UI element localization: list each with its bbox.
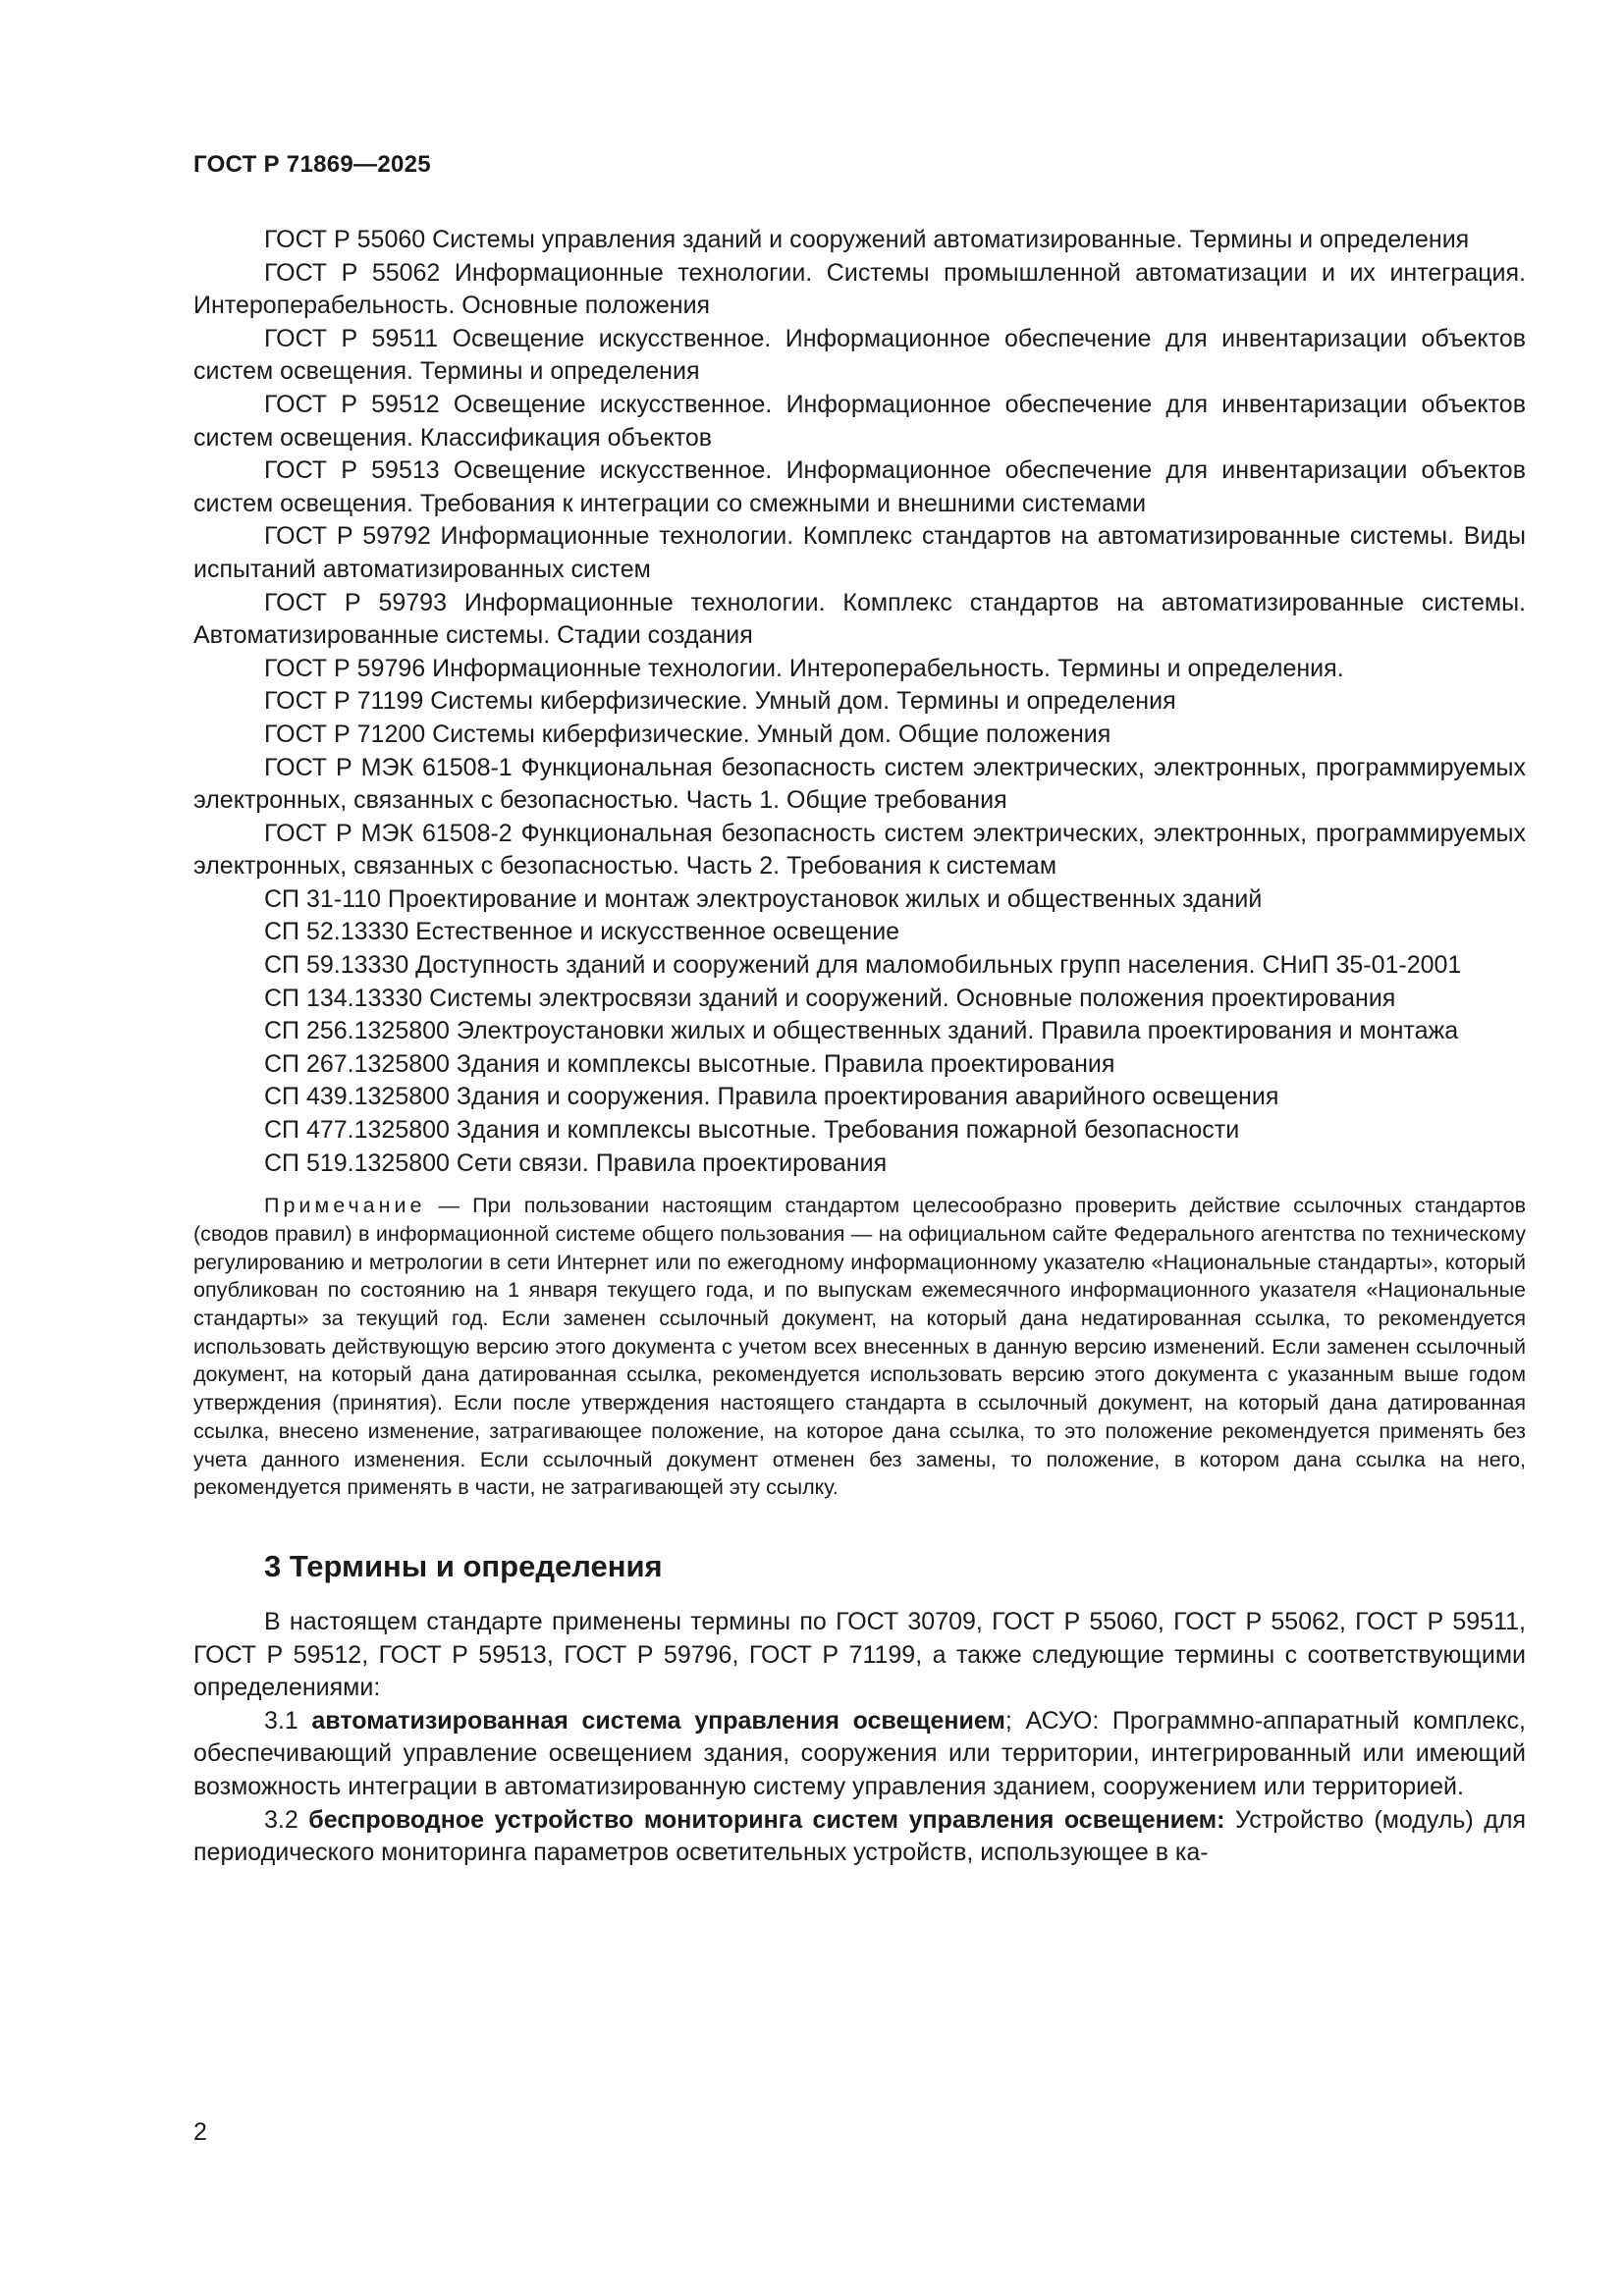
term-number: 3.2 (264, 1805, 309, 1834)
reference-item: СП 267.1325800 Здания и комплексы высотные. Правила проектирования (264, 1049, 1115, 1078)
note-text: — При пользовании настоящим стандартом целесообразно проверить действие ссылочных стандартов (сводов правил) в информационной системе общего пользования — на официальном сайте Федерального агентства по техническому регулированию и метрологии в сети Интернет или по ежегодному информационному указателю «Национальные стандарты», который опубликован по состоянию на 1 января текущего года, и по выпускам ежемесячного информационного указателя «Национальные стандарты» за текущий год. Если заменен ссылочный документ, на который дана недатированная ссылка, то рекомендуется использовать действующую версию этого документа с учетом всех внесенных в данную версию изменений. Если заменен ссылочный документ, на который дана датированная ссылка, рекомендуется использовать версию этого документа с указанным выше годом утверждения (принятия). Если после утверждения настоящего стандарта в ссылочный документ, на который дана датированная ссылка, внесено изменение, затрагивающее положение, на которое дана ссылка, то это положение рекомендуется применять без учета данного изменения. Если ссылочный документ отменен без замены, то положение, в котором дана ссылка на него, рекомендуется применять в части, не затрагивающей эту ссылку. (193, 1194, 1526, 1500)
document-code-header: ГОСТ Р 71869—2025 (193, 151, 431, 178)
term-name: беспроводное устройство мониторинга систем управления освещением: (308, 1805, 1225, 1834)
reference-item: ГОСТ Р 55062 Информационные технологии. Системы промышленной автоматизации и их интеграция. Интероперабельность. Основные положения (193, 258, 1526, 320)
reference-item: ГОСТ Р 59796 Информационные технологии. Интероперабельность. Термины и определения. (264, 654, 1344, 682)
references-note (193, 1192, 1526, 1502)
reference-item: СП 59.13330 Доступность зданий и сооружений для маломобильных групп населения. СНиП 35-01-2001 (264, 951, 1462, 980)
reference-item: СП 134.13330 Системы электросвязи зданий и сооружений. Основные положения проектирования (264, 984, 1396, 1012)
reference-item: ГОСТ Р 71200 Системы киберфизические. Умный дом. Общие положения (264, 720, 1111, 748)
reference-item: ГОСТ Р 59511 Освещение искусственное. Информационное обеспечение для инвентаризации объектов систем освещения. Термины и определения (193, 324, 1526, 386)
reference-item: СП 52.13330 Естественное и искусственное освещение (264, 918, 900, 946)
section-heading-terms: 3 Термины и определения (264, 1548, 663, 1583)
term-text: ; АСУО: Программно-аппаратный комплекс, обеспечивающий управление освещением здания, сооружения или территории, интегрированный или имеющий возможность интеграции в автоматизированную систему управления зданием, сооружением или территорией. (193, 1706, 1526, 1800)
reference-item: ГОСТ Р 59513 Освещение искусственное. Информационное обеспечение для инвентаризации объектов систем освещения. Требования к интеграции со смежными и внешними системами (193, 456, 1526, 517)
reference-item: ГОСТ Р 55060 Системы управления зданий и сооружений автоматизированные. Термины и определения (264, 226, 1470, 253)
reference-item: ГОСТ Р МЭК 61508-2 Функциональная безопасность систем электрических, электронных, программируемых электронных, связанных с безопасностью. Часть 2. Требования к системам (193, 819, 1526, 881)
reference-item: СП 519.1325800 Сети связи. Правила проектирования (264, 1148, 888, 1177)
term-definition-3-1 (193, 1705, 1526, 1804)
term-text: Устройство (модуль) для периодического мониторинга параметров осветительных устройств, использующее в ка- (193, 1805, 1526, 1867)
term-number: 3.1 (264, 1706, 312, 1735)
page-number: 2 (193, 2118, 207, 2146)
reference-item: СП 31-110 Проектирование и монтаж электроустановок жилых и общественных зданий (264, 884, 1263, 913)
reference-item: СП 439.1325800 Здания и сооружения. Правила проектирования аварийного освещения (264, 1083, 1279, 1111)
note-label: Примечание (264, 1194, 426, 1218)
reference-item: ГОСТ Р 59512 Освещение искусственное. Информационное обеспечение для инвентаризации объектов систем освещения. Классификация объектов (193, 390, 1526, 452)
reference-item: СП 256.1325800 Электроустановки жилых и общественных зданий. Правила проектирования и монтажа (264, 1017, 1459, 1045)
reference-item: ГОСТ Р 59793 Информационные технологии. Комплекс стандартов на автоматизированные системы. Автоматизированные системы. Стадии создания (193, 588, 1526, 650)
term-name: автоматизированная система управления освещением (311, 1706, 1005, 1735)
reference-item: ГОСТ Р МЭК 61508-1 Функциональная безопасность систем электрических, электронных, программируемых электронных, связанных с безопасностью. Часть 1. Общие требования (193, 753, 1526, 815)
section-intro: В настоящем стандарте применены термины по ГОСТ 30709, ГОСТ Р 55060, ГОСТ Р 55062, ГОСТ Р 59511, ГОСТ Р 59512, ГОСТ Р 59513, ГОСТ Р 59796, ГОСТ Р 71199, а также следующие термины с соответствующими определениями: (193, 1607, 1526, 1702)
normative-references-list (193, 224, 1526, 1180)
term-definition-3-2 (193, 1804, 1526, 1870)
page-content (193, 224, 1526, 1870)
reference-item: СП 477.1325800 Здания и комплексы высотные. Требования пожарной безопасности (264, 1116, 1240, 1145)
reference-item: ГОСТ Р 71199 Системы киберфизические. Умный дом. Термины и определения (264, 687, 1176, 716)
reference-item: ГОСТ Р 59792 Информационные технологии. Комплекс стандартов на автоматизированные системы. Виды испытаний автоматизированных систем (193, 522, 1526, 583)
